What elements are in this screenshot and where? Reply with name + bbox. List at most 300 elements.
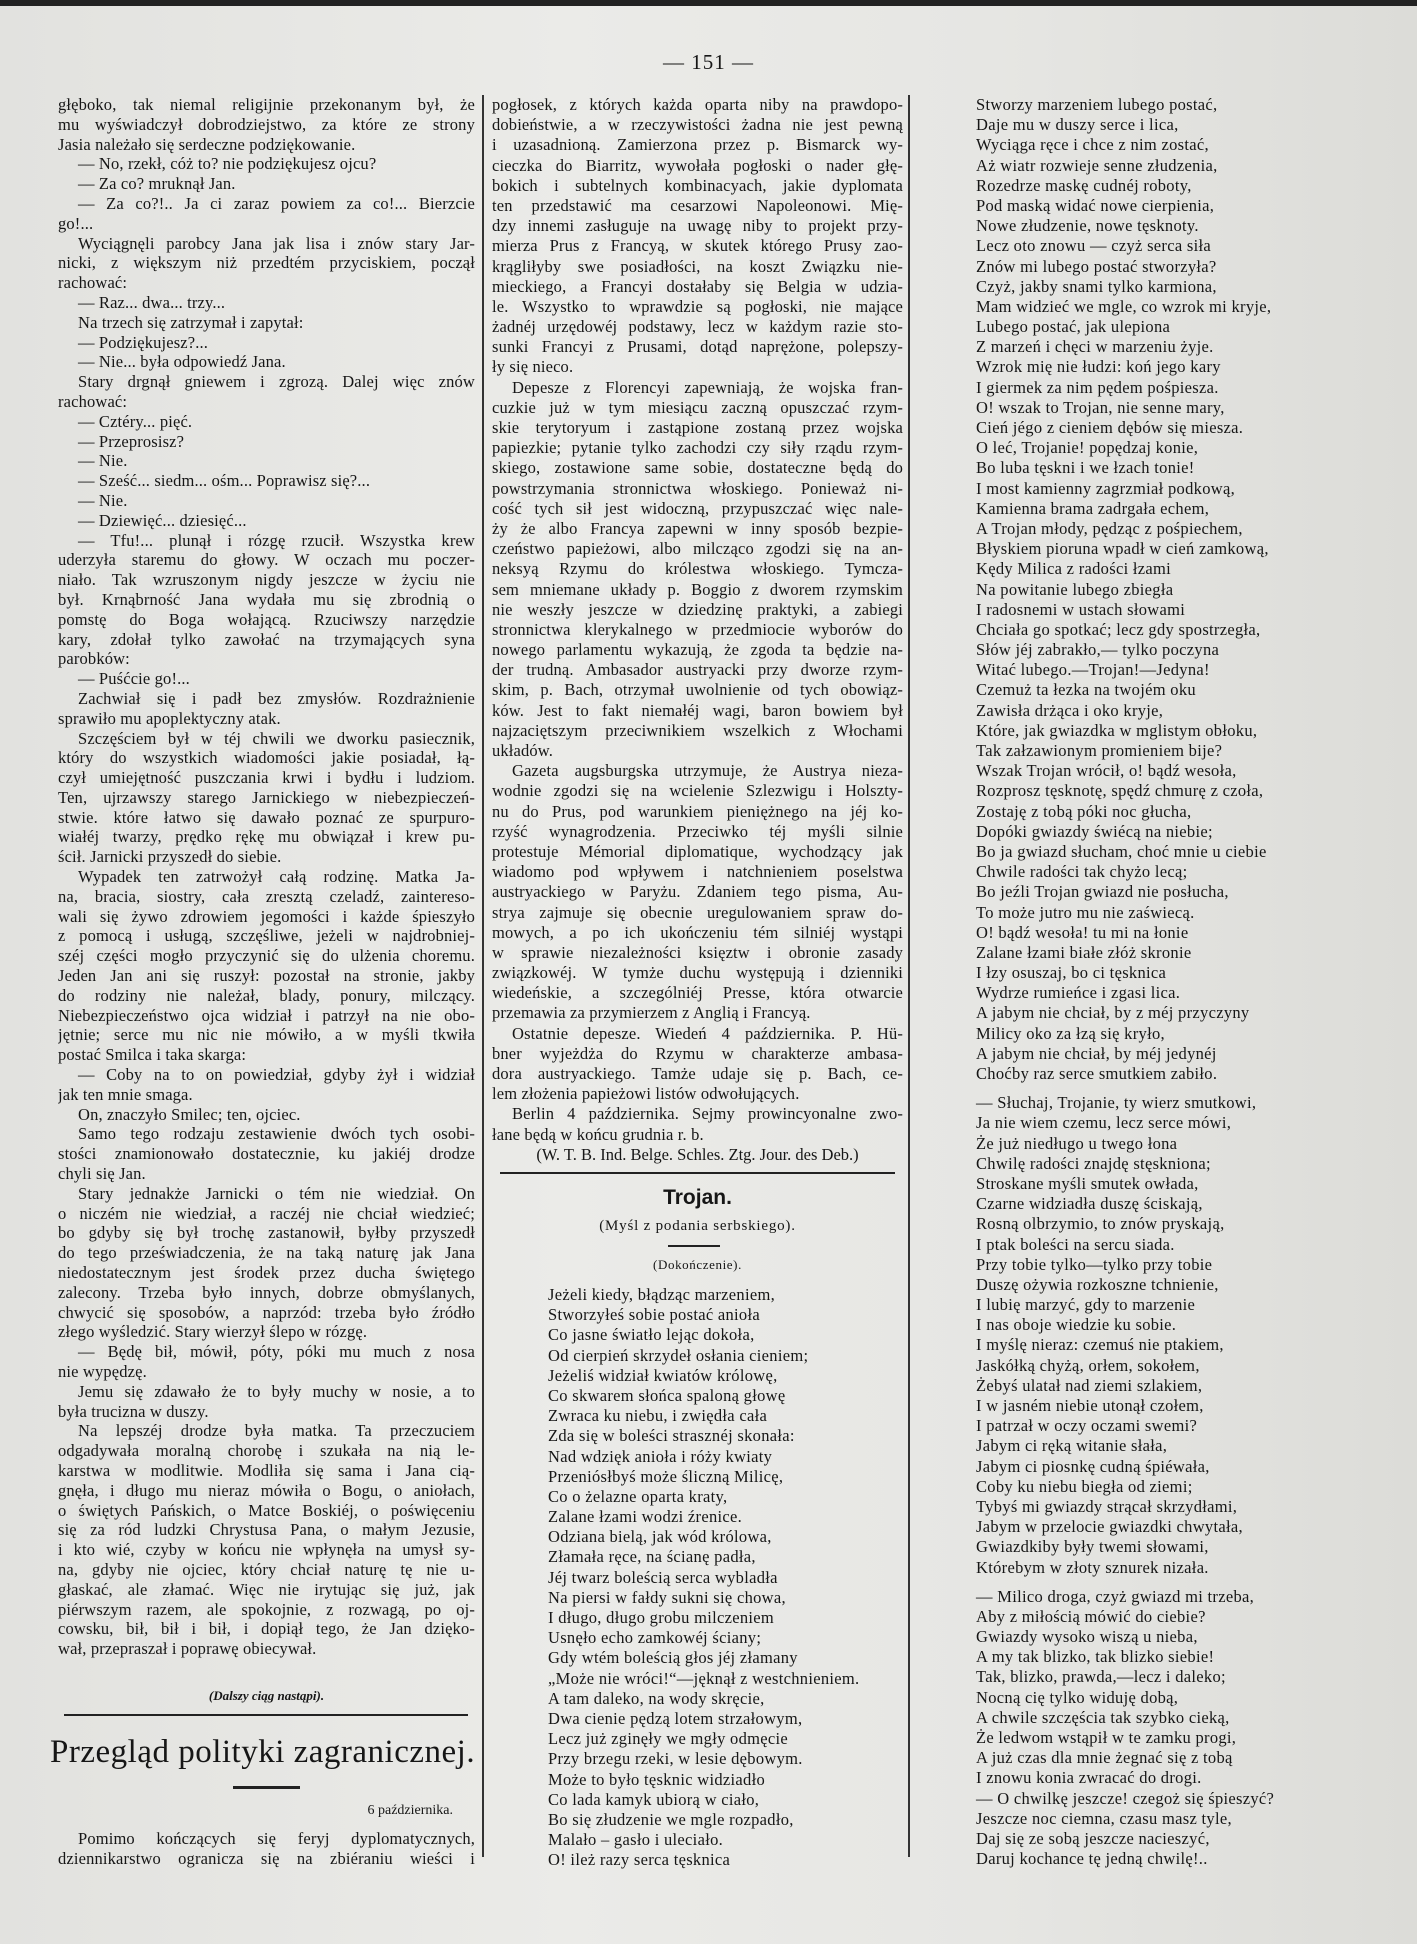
- paragraph: [58, 194, 475, 234]
- text-line: ków. Jest to fakt niemałéj wagi, baron bowiem był: [492, 700, 903, 720]
- text-line: Stary jednakże Jarnicki o tém nie wiedział. On: [78, 1183, 475, 1203]
- text-line: papiezkie; pytanie tylko zachodzi czy siły rządu rzym-: [492, 438, 903, 458]
- text-line: układów.: [492, 741, 554, 760]
- text-line: chwycić się sposobów, a naprzód: trzeba było źródło: [58, 1302, 475, 1322]
- poem-line: Aby z miłością mówić do ciebie?: [976, 1606, 1206, 1626]
- text-line: o niczém nie wiedział, a raczéj nie chciał wiedzieć;: [58, 1203, 475, 1223]
- text-line: — Za co? mruknął Jan.: [78, 174, 236, 194]
- text-line: na, gdyby nie ojciec, który chciał naturę tę nie u-: [58, 1559, 475, 1579]
- text-line: który do wszystkich wiadomości jakie posiadał, łą-: [58, 748, 475, 768]
- text-line: wał, przepraszał i poprawę obiecywał.: [58, 1639, 317, 1659]
- poem-line: I łzy osuszaj, bo ci tęsknica: [976, 963, 1167, 983]
- poem-line: O! bądź wesoła! tu mi na łonie: [976, 922, 1189, 942]
- text-line: skim, p. Bach, otrzymał uwolnienie od tych obowiąz-: [492, 680, 903, 700]
- article-date: 6 października.: [367, 1803, 453, 1818]
- text-line: go!...: [58, 213, 94, 233]
- text-line: — Nie.: [78, 490, 128, 510]
- poem-line: Bo się złudzenie we mgle rozpadło,: [548, 1809, 794, 1829]
- text-line: wodnie zgodzi się na wcielenie Szlezwigu i Holszty-: [492, 781, 903, 801]
- poem-line: „Może nie wróci!“—jęknął z westchnieniem.: [548, 1668, 860, 1688]
- text-line: — Przeprosisz?: [78, 431, 185, 451]
- poem-line: Gwiazdkiby były twemi słowami,: [976, 1537, 1209, 1557]
- text-line: wiedeńskie, a szczególniéj Presse, która otwarcie: [492, 983, 903, 1003]
- poem-line: Czemuż ta łezka na twojém oku: [976, 680, 1196, 700]
- text-line: cuzkie już w tym miesiącu zaczną opuszczać rzym-: [492, 397, 903, 417]
- poem-line: Jaskółką chyżą, orłem, sokołem,: [976, 1355, 1200, 1375]
- poem-line: Bo jeźli Trojan gwiazd nie posłucha,: [976, 882, 1229, 902]
- poem-line: I lubię marzyć, gdy to marzenie: [976, 1295, 1196, 1315]
- paragraph: [58, 352, 475, 372]
- scan-top-edge: [0, 0, 1417, 6]
- text-line: nie wypędzę.: [58, 1362, 147, 1381]
- text-line: żadnéj urzędowéj podstawy, lecz w każdym razie sto-: [492, 317, 903, 337]
- poem-line: I znowu konia zwracać do drogi.: [976, 1768, 1202, 1788]
- text-line: On, znaczyło Smilec; ten, ojciec.: [78, 1104, 301, 1124]
- poem-line: Rosną olbrzymio, to znów pryskają,: [976, 1214, 1225, 1234]
- text-line: głęboko, tak niemal religijnie przekonanym był, że: [58, 95, 475, 114]
- poem-line: A tam daleko, na wody skręcie,: [548, 1688, 765, 1708]
- column-rule-left: [482, 95, 484, 1857]
- poem-line: Może to było tęsknic widziadło: [548, 1769, 766, 1789]
- paragraph: [58, 491, 475, 511]
- poem-line: I radosnemi w ustach słowami: [976, 599, 1186, 619]
- text-line: nowego parlamentu wykazują, że zgoda ta będzie na-: [492, 640, 903, 660]
- text-line: uderzyła staremu do głowy. W oczach mu poczer-: [58, 550, 475, 570]
- text-line: Berlin 4 października. Sejmy prowincyonalne zwo-: [512, 1104, 903, 1124]
- paragraph: [58, 293, 475, 313]
- text-line: — No, rzekł, cóż to? nie podziękujesz ojcu?: [78, 154, 377, 174]
- poem-line: Duszę ożywia rozkoszne tchnienie,: [976, 1274, 1219, 1294]
- poem-line: Na piersi w fałdy sukni się chowa,: [548, 1587, 786, 1607]
- poem-line: Stworzy marzeniem lubego postać,: [976, 95, 1218, 114]
- poem-line: Bo ja gwiazd słucham, choć mnie u ciebie: [976, 841, 1267, 861]
- text-line: strya zajmuje się obecnie uregulowaniem spraw do-: [492, 902, 903, 922]
- text-line: bo gdyby się był trochę zastanowił, byłby przyszedł: [58, 1223, 475, 1243]
- poem-line: Wzrok mię nie łudzi: koń jego kary: [976, 357, 1221, 377]
- poem-line: A my tak blizko, tak blizko siebie!: [976, 1647, 1215, 1667]
- poem-line: Lubego postać, jak ulepiona: [976, 317, 1171, 337]
- poem-line: A Trojan młody, pędząc z pośpiechem,: [976, 518, 1243, 538]
- text-line: do rodziny nie należał, blady, ponury, milczący.: [58, 985, 475, 1005]
- poem-line: Dopóki gwiazdy świécą na niebie;: [976, 821, 1213, 841]
- text-line: Jemu się zdawało że to były muchy w nosie, a to: [78, 1381, 475, 1401]
- poem-line: Odziana bielą, jak wód królowa,: [548, 1527, 772, 1547]
- poem-line: I długo, długo grobu milczeniem: [548, 1608, 775, 1627]
- poem-line: Jabym w przelocie gwiazdki chwytała,: [976, 1517, 1243, 1537]
- text-line: odgadywała moralną chorobę i szukała na nią le-: [58, 1441, 475, 1461]
- text-line: skiego, zostawione same sobie, dostateczne będą do: [492, 458, 903, 478]
- text-line: — Tfu!... plunął i rózgę rzucił. Wszystka krew: [78, 530, 475, 550]
- poem-line: Z marzeń i chęci w marzeniu żyje.: [976, 337, 1214, 357]
- poem-line: Mam widzieć we mgle, co wzrok mi kryje,: [976, 296, 1272, 316]
- text-line: ży że albo Francya zapewni w inny sposób bezpie-: [492, 518, 903, 538]
- text-line: Szczęściem był w téj chwili we dworku pasiecznik,: [78, 728, 475, 748]
- poem-line: Daje mu w duszy serce i lica,: [976, 115, 1179, 135]
- poem-line: Zostaję z tobą póki noc głucha,: [976, 801, 1192, 821]
- text-line: parobków:: [58, 649, 130, 669]
- text-line: — Raz... dwa... trzy...: [78, 292, 226, 312]
- poem-line: I ptak boleści na sercu siada.: [976, 1234, 1175, 1254]
- text-line: bokich i subtelnych kombinacyach, jakie dyplomata: [492, 175, 903, 195]
- poem-stanza: [976, 95, 1274, 1084]
- paragraph: [58, 1105, 475, 1125]
- text-line: Wypadek ten zatrwożył całą rodzinę. Matka Ja-: [78, 867, 475, 887]
- text-line: Niebezpieczeństwo ojca widział i patrzył na nie obo-: [58, 1005, 475, 1025]
- poem-line: Przeniósłbyś może śliczną Milicę,: [548, 1466, 784, 1486]
- poem-line: Pod maską widać nowe cierpienia,: [976, 195, 1215, 215]
- column-rule-right: [908, 95, 910, 1857]
- text-line: le. Wszystko to wprawdzie są pogłoski, nie mające: [492, 296, 903, 316]
- text-line: mieckiego, a Francyi dostałaby się Belgia w udzia-: [492, 276, 903, 296]
- text-line: mierza Prus z Francyą, w skutek którego Prusy zao-: [492, 236, 903, 256]
- poem-line: I w jasném niebie utonął czołem,: [976, 1396, 1204, 1415]
- paragraph: [58, 1421, 475, 1659]
- paragraph: [492, 1024, 903, 1105]
- poem-line: Zwraca ku niebu, i zwiędła cała: [548, 1406, 768, 1426]
- column-2-foreign-news: [492, 95, 903, 1145]
- continued-note: (Dalszy ciąg nastąpi).: [208, 1688, 325, 1703]
- paragraph: [58, 154, 475, 174]
- poem-line: Tak załzawionym promieniem bije?: [976, 741, 1223, 760]
- text-line: skie terytoryum i zastąpione zostaną przez wojska: [492, 418, 903, 437]
- paragraph: [58, 412, 475, 432]
- poem-line: I most kamienny zagrzmiał podkową,: [976, 478, 1236, 498]
- poem-line: I nas oboje wiedzie ku sobie.: [976, 1315, 1177, 1335]
- poem-line: Przy tobie tylko—tylko przy tobie: [976, 1254, 1213, 1274]
- paragraph: [58, 95, 475, 154]
- text-line: w sprawie niezależności księztw i obronie zasady: [492, 942, 903, 962]
- poem-line: Jabym ci ręką witanie słała,: [976, 1436, 1168, 1456]
- text-line: — Cztéry... pięć.: [78, 411, 193, 431]
- poem-line: Jéj twarz boleścią serca wybladła: [548, 1567, 778, 1587]
- text-line: sprawiło mu apoplektyczny atak.: [58, 708, 281, 728]
- poem-stanza: [976, 1587, 1274, 1870]
- paragraph: [58, 234, 475, 293]
- text-line: lem złożenia papieżowi listów odwołujących.: [492, 1084, 800, 1104]
- page-number: — 151 —: [663, 50, 754, 74]
- poem-line: Gwiazdy wysoko wiszą u nieba,: [976, 1627, 1198, 1647]
- section-divider: [64, 1714, 468, 1716]
- text-line: — Podziękujesz?...: [78, 332, 209, 352]
- poem-line: Słów jéj zabrakło,— tylko poczyna: [976, 640, 1220, 660]
- poem-divider: [500, 1172, 895, 1174]
- text-line: Ten, ujrzawszy starego Jarnickiego w niebezpieczeń-: [58, 787, 475, 807]
- poem-line: Którebym w złoty sznurek nizała.: [976, 1557, 1209, 1577]
- poem-line: Błyskiem pioruna wpadł w cień zamkową,: [976, 539, 1269, 559]
- poem-line: A chwile szczęścia tak szybko cieką,: [976, 1707, 1230, 1727]
- poem-line: Znów mi lubego postać stworzyła?: [976, 256, 1217, 276]
- text-line: do tego przeświadczenia, że na taką naturę jak Jana: [58, 1243, 475, 1263]
- poem-line: Jeżeliś widział kwiatów królowę,: [548, 1365, 778, 1385]
- poem-line: Rozedrze maskę cudnéj roboty,: [976, 175, 1192, 195]
- text-line: stości znamionowało dostatecznie, ku jakiéj drodze: [58, 1144, 475, 1164]
- text-line: Pomimo kończących się feryj dyplomatycznych,: [78, 1829, 475, 1848]
- poem-line: A jabym nie chciał, by méj jedynéj: [976, 1043, 1217, 1063]
- poem-line: Nad wdzięk anioła i róży kwiaty: [548, 1446, 773, 1466]
- poem-line: Malało – gasło i uleciało.: [548, 1830, 724, 1850]
- text-line: — Za co?!.. Ja ci zaraz powiem za co!... Bierzcie: [78, 193, 475, 213]
- text-line: nicki, z większym niż przedtém przyciskiem, począł: [58, 253, 475, 273]
- text-line: — Będę bił, mówił, póty, póki mu much z nosa: [78, 1342, 475, 1362]
- paragraph: [58, 372, 475, 412]
- text-line: Wyciągnęli parobcy Jana jak lisa i znów stary Jar-: [78, 233, 475, 253]
- text-line: niało. Tak wzruszonym nigdy jeszcze w życiu nie: [58, 570, 475, 590]
- text-line: gnęła, i długo mu nieraz mówiła o Bogu, o aniołach,: [58, 1480, 475, 1500]
- paragraph: [58, 669, 475, 689]
- article-intro: [58, 1829, 475, 1869]
- text-line: cość tych sił jest widoczną, przypuszczać więc nale-: [492, 498, 903, 518]
- text-line: jętnie; serce mu nic nie mówiło, a w myśli tkwiła: [58, 1025, 475, 1045]
- poem-line: Jabym ci piosnkę cudną śpiéwała,: [976, 1456, 1210, 1476]
- poem-line: Na powitanie lubego zbiegła: [976, 579, 1174, 599]
- poem-line: Kędy Milica z radości łzami: [976, 559, 1172, 579]
- text-line: — Nie.: [78, 451, 128, 471]
- poem-line: Że już niedługo u twego łona: [976, 1133, 1178, 1153]
- poem-line: Czarne widziadła duszę ściskają,: [976, 1194, 1203, 1214]
- text-line: — Nie... była odpowiedź Jana.: [78, 352, 286, 372]
- text-line: dzy innemi zasługuje na uwagę niby to projekt przy-: [492, 216, 903, 236]
- text-line: zalecony. Trzeba było innych, dobrze obmyślanych,: [58, 1282, 475, 1302]
- text-line: z pomocą i usługą, szczęśliwe, jeżeli w najdrobniej-: [58, 926, 475, 946]
- poem-line: Tak, blizko, prawda,—lecz i daleko;: [976, 1667, 1226, 1687]
- poem-line: O! wszak to Trojan, nie senne mary,: [976, 397, 1225, 417]
- text-line: był. Krnąbrność Jana wydała mu się zbrodnią o: [58, 589, 475, 609]
- poem-line: Zalane łzami białe złóż skronie: [976, 942, 1192, 962]
- text-line: rzyść wynagrodzenia. Przeciwko téj myśli silnie: [492, 821, 903, 841]
- poem-line: — Słuchaj, Trojanie, ty wierz smutkowi,: [976, 1093, 1257, 1113]
- text-line: dobieństwie, a w rzeczywistości żadna nie jest pewną: [492, 115, 903, 135]
- poem-line: I myślę nieraz: czemuś nie ptakiem,: [976, 1335, 1224, 1355]
- poem-line: Tybyś mi gwiazdy strącał skrzydłami,: [976, 1496, 1238, 1516]
- paragraph: [58, 1342, 475, 1382]
- poem-line: Choćby raz serce smutkiem zabiło.: [976, 1064, 1218, 1083]
- poem-line: Co jasne światło lejąc dokoła,: [548, 1325, 755, 1345]
- text-line: stronnictwa klerykalnego w przedmiocie wyborów do: [492, 619, 903, 639]
- text-line: była trucizna w duszy.: [58, 1401, 209, 1421]
- poem-line: Witać lubego.—Trojan!—Jedyna!: [976, 660, 1210, 680]
- text-line: wiałéj twarzy, prędko rękę mu obwiązał i krew pu-: [58, 827, 475, 847]
- text-line: na, bracia, siostry, cała zresztą czeladź, zaintereso-: [58, 886, 475, 906]
- paragraph: [58, 174, 475, 194]
- poem-line: Dwa cienie pędzą lotem strzałowym,: [548, 1708, 803, 1728]
- text-line: Samo tego rodzaju zestawienie dwóch tych osobi-: [78, 1124, 475, 1144]
- paragraph: [58, 1382, 475, 1422]
- poem-line: — Milico droga, czyż gwiazd mi trzeba,: [976, 1586, 1255, 1606]
- poem-line: Co o żelazne oparta kraty,: [548, 1486, 728, 1506]
- paragraph: [492, 95, 903, 378]
- text-line: Zachwiał się i padł bez zmysłów. Rozdrażnienie: [78, 688, 475, 708]
- text-line: głaskać, ale złamać. Więc nie irytując się już, jak: [58, 1579, 475, 1599]
- text-line: neksyą Rzymu do królestwa włoskiego. Tymcza-: [492, 559, 903, 579]
- poem-line: Aż wiatr rozwieje senne złudzenia,: [976, 155, 1218, 175]
- poem-line: A jabym nie chciał, by z méj przyczyny: [976, 1003, 1250, 1023]
- poem-line: Gdy wtém boleścią głos jéj złamany: [548, 1648, 798, 1668]
- section-title: Przegląd polityki zagranicznej.: [50, 1734, 476, 1770]
- poem-line: Stroskane myśli smutek owłada,: [976, 1173, 1199, 1193]
- text-line: — Puśćcie go!...: [78, 669, 190, 689]
- column-1-story: [58, 95, 475, 1659]
- text-line: sem mniemane układy p. Boggio z dworem rzymskim: [492, 579, 903, 599]
- paragraph: [58, 471, 475, 491]
- poem-line: Daruj kochance tę jedną chwilę!..: [976, 1849, 1208, 1869]
- text-line: rachować:: [58, 391, 128, 411]
- poem-line: Że ledwom wstąpił w te zamku progi,: [976, 1728, 1237, 1747]
- text-line: i kto wié, czyby w końcu nie wpłynęła na umysł sy-: [58, 1540, 475, 1560]
- text-line: nu do Prus, pod warunkiem pieniężnego na jéj ko-: [492, 801, 903, 821]
- text-line: cowsku, bił, bił i bił, i dopiął tego, że Jan dzięko-: [58, 1619, 475, 1639]
- poem-line: Nowe złudzenie, nowe tęsknoty.: [976, 216, 1199, 236]
- paragraph: [58, 1124, 475, 1183]
- paragraph: [58, 689, 475, 729]
- poem-line: Żebyś ulatał nad ziemi szlakiem,: [976, 1375, 1203, 1395]
- paragraph: [58, 1184, 475, 1342]
- poem-line: I patrzał w oczy oczami swemi?: [976, 1416, 1198, 1436]
- text-line: kary, zdołał tylko zawołać na trzymających syna: [58, 629, 475, 649]
- poem-line: Wydrze rumieńce i zgasi lica.: [976, 983, 1181, 1003]
- text-line: krągliłyby swe posiadłości, na koszt Związku nie-: [492, 256, 903, 276]
- poem-line: Lecz już zginęły we mgły odmęcie: [548, 1729, 789, 1749]
- text-line: széj części mogło przyczynić się do ulżenia choremu.: [58, 946, 475, 966]
- paragraph: [58, 729, 475, 868]
- title-underline: [233, 1786, 300, 1789]
- text-line: ścił. Jarnicki przyszedł do siebie.: [58, 847, 282, 867]
- text-line: Jasia należało się serdeczne podziękowanie.: [58, 134, 356, 154]
- text-line: mowych, a po ich ukończeniu tém silniéj wystąpi: [492, 922, 903, 942]
- poem-line: Od cierpień skrzydeł osłania cieniem;: [548, 1345, 809, 1365]
- poem-subtitle-rule: [668, 1245, 720, 1247]
- text-line: ły się nieco.: [492, 357, 574, 377]
- poem-title: Trojan.: [663, 1186, 732, 1209]
- paragraph: [58, 313, 475, 333]
- poem-line: Złamała ręce, na ścianę padła,: [548, 1547, 756, 1567]
- text-line: Depesze z Florencyi zapewniają, że wojska fran-: [512, 377, 903, 397]
- text-line: pogłosek, z których każda oparta niby na prawdopo-: [492, 95, 903, 114]
- text-line: przemawia za przymierzem z Anglią i Francyą.: [492, 1003, 811, 1023]
- poem-line: A już czas dla mnie żegnać się z tobą: [976, 1748, 1233, 1768]
- text-line: łane będą w końcu grudnia r. b.: [492, 1124, 704, 1144]
- paragraph: [58, 1065, 475, 1105]
- poem-line: Coby ku niebu biegła od ziemi;: [976, 1476, 1193, 1496]
- poem-line: Czyż, jakby snami tylko karmiona,: [976, 276, 1217, 296]
- text-line: piérwszym razem, ale spokojnie, z rozwagą, po oj-: [58, 1599, 475, 1619]
- poem-line: Lecz oto znowu — czyż serca siła: [976, 236, 1211, 256]
- text-line: czeństwo papieżowi, albo milcząco zgodzi się na an-: [492, 539, 903, 559]
- text-line: mu wyświadczył dobrodziejstwo, za które ze strony: [58, 114, 475, 134]
- paragraph: [58, 432, 475, 452]
- text-line: o świętych Pańskich, o Matce Boskiéj, o poświęceniu: [58, 1500, 475, 1520]
- text-line: Jeden Jan ani się ruszył: pozostał na stronie, jakby: [58, 966, 475, 986]
- text-line: karstwa w modlitwie. Modliła się sama i Jana cią-: [58, 1460, 475, 1480]
- text-line: złego wyśledzić. Stary wierzył ślepo w rózgę.: [58, 1322, 368, 1342]
- paragraph: [492, 761, 903, 1023]
- poem-line: I giermek za nim pędem pośpiesza.: [976, 377, 1219, 397]
- text-line: niedostatecznym jest środek przez ducha świętego: [58, 1263, 475, 1283]
- text-line: Gazeta augsburgska utrzymuje, że Austrya nieza-: [512, 761, 903, 781]
- poem-line: O leć, Trojanie! popędzaj konie,: [976, 438, 1199, 458]
- poem-line: Nocną cię tylko widuję dobą,: [976, 1687, 1179, 1707]
- text-line: sunki Francyi z Prusami, dotąd naprężone, polepszy-: [492, 337, 903, 357]
- paragraph: [58, 511, 475, 531]
- poem-line: Co skwarem słońca spaloną głowę: [548, 1385, 786, 1405]
- text-line: Stary drgnął gniewem i zgrozą. Dalej więc znów: [78, 372, 475, 392]
- poem-line: Co lada kamyk ubiorą w ciało,: [548, 1789, 760, 1809]
- poem-line: To może jutro mu nie zaświecą.: [976, 902, 1195, 922]
- text-line: Ostatnie depesze. Wiedeń 4 października. P. Hü-: [512, 1023, 903, 1043]
- text-line: się za ród ludzki Chrystusa Pana, o małym Jezusie,: [58, 1520, 475, 1540]
- poem-line: Zalane łzami wodzi źrenice.: [548, 1507, 743, 1527]
- paragraph: [58, 531, 475, 670]
- text-line: — Coby na to on powiedział, gdyby żył i widział: [78, 1065, 475, 1085]
- text-line: protestuje Mémorial diplomatique, wychodzący jak: [492, 841, 903, 861]
- poem-part-1: [548, 1285, 859, 1870]
- text-line: dora austryackiego. Tamże udaje się p. Bach, ce-: [492, 1064, 903, 1083]
- poem-line: Usnęło echo zamkowéj ściany;: [548, 1628, 762, 1648]
- text-line: czył umiejętność puszczania krwi i bydłu i ludziom.: [58, 768, 475, 788]
- text-line: Na lepszéj drodze była matka. Ta przeczuciem: [78, 1421, 475, 1441]
- poem-note: (Dokończenie).: [653, 1257, 742, 1272]
- text-line: powstrzymania stronnictwa włoskiego. Ponieważ ni-: [492, 478, 903, 498]
- text-line: Na trzech się zatrzymał i zapytał:: [78, 312, 304, 332]
- poem-line: Ja nie wiem czemu, lecz serce mówi,: [976, 1113, 1232, 1133]
- text-line: postać Smilca i taka skarga:: [58, 1045, 247, 1065]
- text-line: bner wyjeżdża do Rzymu w charakterze ambasa-: [492, 1043, 903, 1063]
- text-line: ten przedstawić ma cesarzowi Napoleonowi. Mię-: [492, 195, 903, 215]
- paragraph: [58, 333, 475, 353]
- text-line: i uzasadnioną. Zamierzona przez p. Bismarck wy-: [492, 135, 903, 155]
- poem-stanza: [976, 1093, 1274, 1578]
- poem-line: Rozprosz tęsknotę, spędź chmurę z czoła,: [976, 781, 1264, 801]
- poem-line: Chwilę radości znajdę stęskniona;: [976, 1153, 1211, 1173]
- text-line: — Sześć... siedm... ośm... Poprawisz się?...: [78, 471, 371, 491]
- paragraph: [492, 378, 903, 762]
- text-line: związkowéj. W tymże duchu występują i dzienniki: [492, 963, 903, 983]
- text-line: stwie. które łatwo się dawało poznać ze spurpuro-: [58, 807, 475, 827]
- paragraph: [58, 867, 475, 1065]
- poem-line: Wyciąga ręce i chce z nim zostać,: [976, 135, 1209, 155]
- text-line: — Dziewięć... dziesięć...: [78, 510, 247, 530]
- poem-line: Zawisła drżąca i oko kryje,: [976, 700, 1164, 720]
- poem-line: Daj się ze sobą jeszcze nacieszyć,: [976, 1828, 1210, 1848]
- poem-line: Stworzyłeś sobie postać anioła: [548, 1305, 760, 1325]
- poem-line: — O chwilkę jeszcze! czegoż się śpieszyć?: [976, 1788, 1275, 1808]
- poem-line: Cień jégo z cieniem dębów się miesza.: [976, 418, 1244, 437]
- text-line: najzaciętszym przeciwnikiem wszelkich z Włochami: [492, 720, 903, 740]
- text-line: nie weszły jeszcze w dziedzinę praktyki, a zabiegi: [492, 599, 903, 619]
- poem-line: Chwile radości tak chyżo lecą;: [976, 862, 1188, 882]
- text-line: rachować:: [58, 273, 128, 293]
- poem-line: Kamienna brama zadrgała echem,: [976, 498, 1210, 518]
- poem-subtitle: (Myśl z podania serbskiego).: [599, 1218, 796, 1234]
- poem-line: Bo luba tęskni i we łzach tonie!: [976, 458, 1195, 478]
- poem-part-2: [976, 95, 1274, 1878]
- poem-line: Wszak Trojan wrócił, o! bądź wesoła,: [976, 761, 1237, 781]
- poem-line: O! ileż razy serca tęsknica: [548, 1850, 731, 1870]
- text-line: dziennikarstwo ogranicza się na zbiéraniu wieści i: [58, 1848, 475, 1868]
- text-line: wali się żywo zdrowiem jegomości i każde śpieszyło: [58, 906, 475, 926]
- text-line: cieczka do Biarritz, wywołała pogłoski o nader głę-: [492, 155, 903, 175]
- poem-line: Zda się w boleści strasznéj skonała:: [548, 1426, 795, 1446]
- text-line: chyli się Jan.: [58, 1164, 146, 1184]
- poem-line: Jeżeli kiedy, błądząc marzeniem,: [548, 1285, 776, 1304]
- news-sources: (W. T. B. Ind. Belge. Schles. Ztg. Jour. des Deb.): [536, 1145, 859, 1164]
- text-line: pomstę do Boga wołającą. Rzuciwszy narzędzie: [58, 609, 475, 629]
- paragraph: [58, 451, 475, 471]
- text-line: wiadomo pod wpływem i natchnieniem poselstwa: [492, 862, 903, 882]
- poem-line: Milicy oko za łzą się kryło,: [976, 1023, 1165, 1043]
- paragraph: [492, 1104, 903, 1144]
- text-line: der trudną. Ambasador austryacki przy dworze rzym-: [492, 660, 903, 680]
- poem-line: Jeszcze noc ciemna, czasu masz tyle,: [976, 1808, 1232, 1828]
